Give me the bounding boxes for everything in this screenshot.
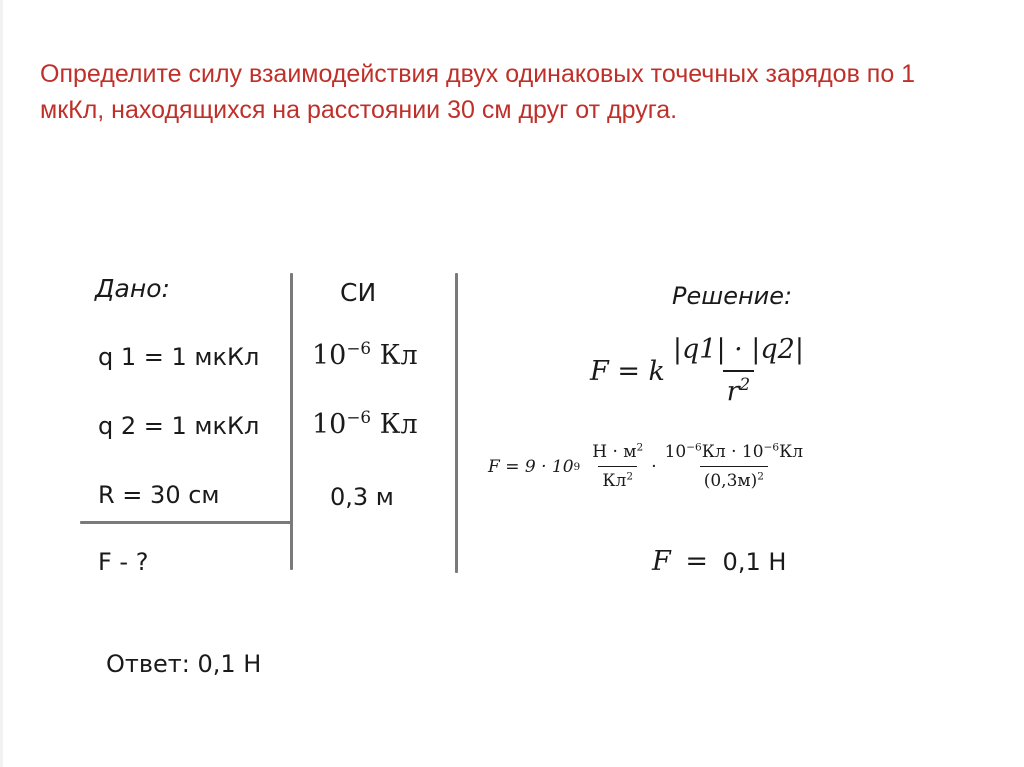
sub-value-num bbox=[661, 438, 807, 466]
sub-value-den bbox=[700, 466, 768, 495]
slide-edge bbox=[0, 0, 3, 767]
coulomb-formula bbox=[590, 330, 808, 412]
si-q2-unit: Кл bbox=[379, 409, 418, 440]
given-header: Дано: bbox=[95, 274, 170, 303]
sub-value-num-b-unit: Кл bbox=[779, 442, 804, 462]
sub-value-num-a: 10 bbox=[664, 442, 687, 462]
sub-unit-fraction bbox=[588, 438, 647, 495]
formula-numerator: |q1| · |q2| bbox=[672, 334, 804, 365]
given-q2: q 2 = 1 мкКл bbox=[98, 412, 260, 440]
answer: Ответ: 0,1 Н bbox=[106, 650, 262, 678]
sub-value-num-a-unit: Кл · 10 bbox=[701, 442, 764, 462]
problem-statement: Определите силу взаимодействия двух одинаковых точечных зарядов по 1 мкКл, находящихся на расстоянии 30 см друг от друга. bbox=[40, 60, 916, 124]
si-q1-unit: Кл bbox=[379, 340, 418, 371]
sub-value-num-b-exp: −6 bbox=[763, 441, 780, 454]
formula-den-exp: 2 bbox=[739, 374, 751, 394]
sub-unit-den-text: Кл bbox=[602, 471, 627, 491]
solution-header: Решение: bbox=[672, 282, 793, 310]
result-eq: = bbox=[685, 546, 708, 577]
given-r: R = 30 см bbox=[98, 481, 220, 509]
sub-lhs: F = 9 · 10 bbox=[488, 456, 574, 477]
si-q1-base: 10 bbox=[312, 340, 347, 371]
sub-value-num-a-exp: −6 bbox=[686, 441, 702, 454]
result-lhs: F bbox=[652, 546, 671, 577]
given-q1: q 1 = 1 мкКл bbox=[98, 343, 260, 371]
formula-fraction bbox=[669, 330, 808, 412]
sub-unit-den bbox=[598, 466, 637, 495]
sub-unit-den-exp: 2 bbox=[626, 470, 634, 483]
given-find: F - ? bbox=[98, 548, 149, 576]
si-q1-exp: −6 bbox=[346, 338, 372, 358]
divider-si-solution bbox=[455, 273, 458, 573]
sub-dot: · bbox=[651, 456, 657, 477]
divider-find bbox=[80, 521, 293, 524]
si-q2-base: 10 bbox=[312, 409, 347, 440]
si-header: СИ bbox=[340, 278, 377, 307]
sub-unit-num-text: Н · м bbox=[592, 442, 637, 462]
si-q2 bbox=[312, 409, 418, 440]
divider-given-si bbox=[290, 273, 293, 570]
result-value: 0,1 Н bbox=[722, 548, 787, 576]
si-distance: 0,3 м bbox=[330, 483, 394, 511]
sub-value-den-exp: 2 bbox=[757, 470, 764, 483]
formula-den-base: r bbox=[726, 376, 740, 407]
sub-value-den-text: (0,3м) bbox=[703, 471, 758, 491]
sub-unit-num-exp: 2 bbox=[636, 441, 644, 454]
sub-value-fraction bbox=[661, 438, 807, 495]
formula-lhs: F = k bbox=[590, 355, 665, 387]
formula-denominator bbox=[723, 370, 755, 412]
si-q2-exp: −6 bbox=[346, 407, 372, 427]
substitution-formula: F = 9 · 10 9 $\frac{Н \cdot м^2}{Кл^2}$ · $\frac{10^{-6}Кл \cdot 10^{-6}Кл}{(0,3м)^2}$ bbox=[488, 438, 807, 495]
result-line bbox=[652, 546, 786, 577]
si-q1 bbox=[312, 340, 418, 371]
sub-unit-num bbox=[588, 438, 647, 466]
